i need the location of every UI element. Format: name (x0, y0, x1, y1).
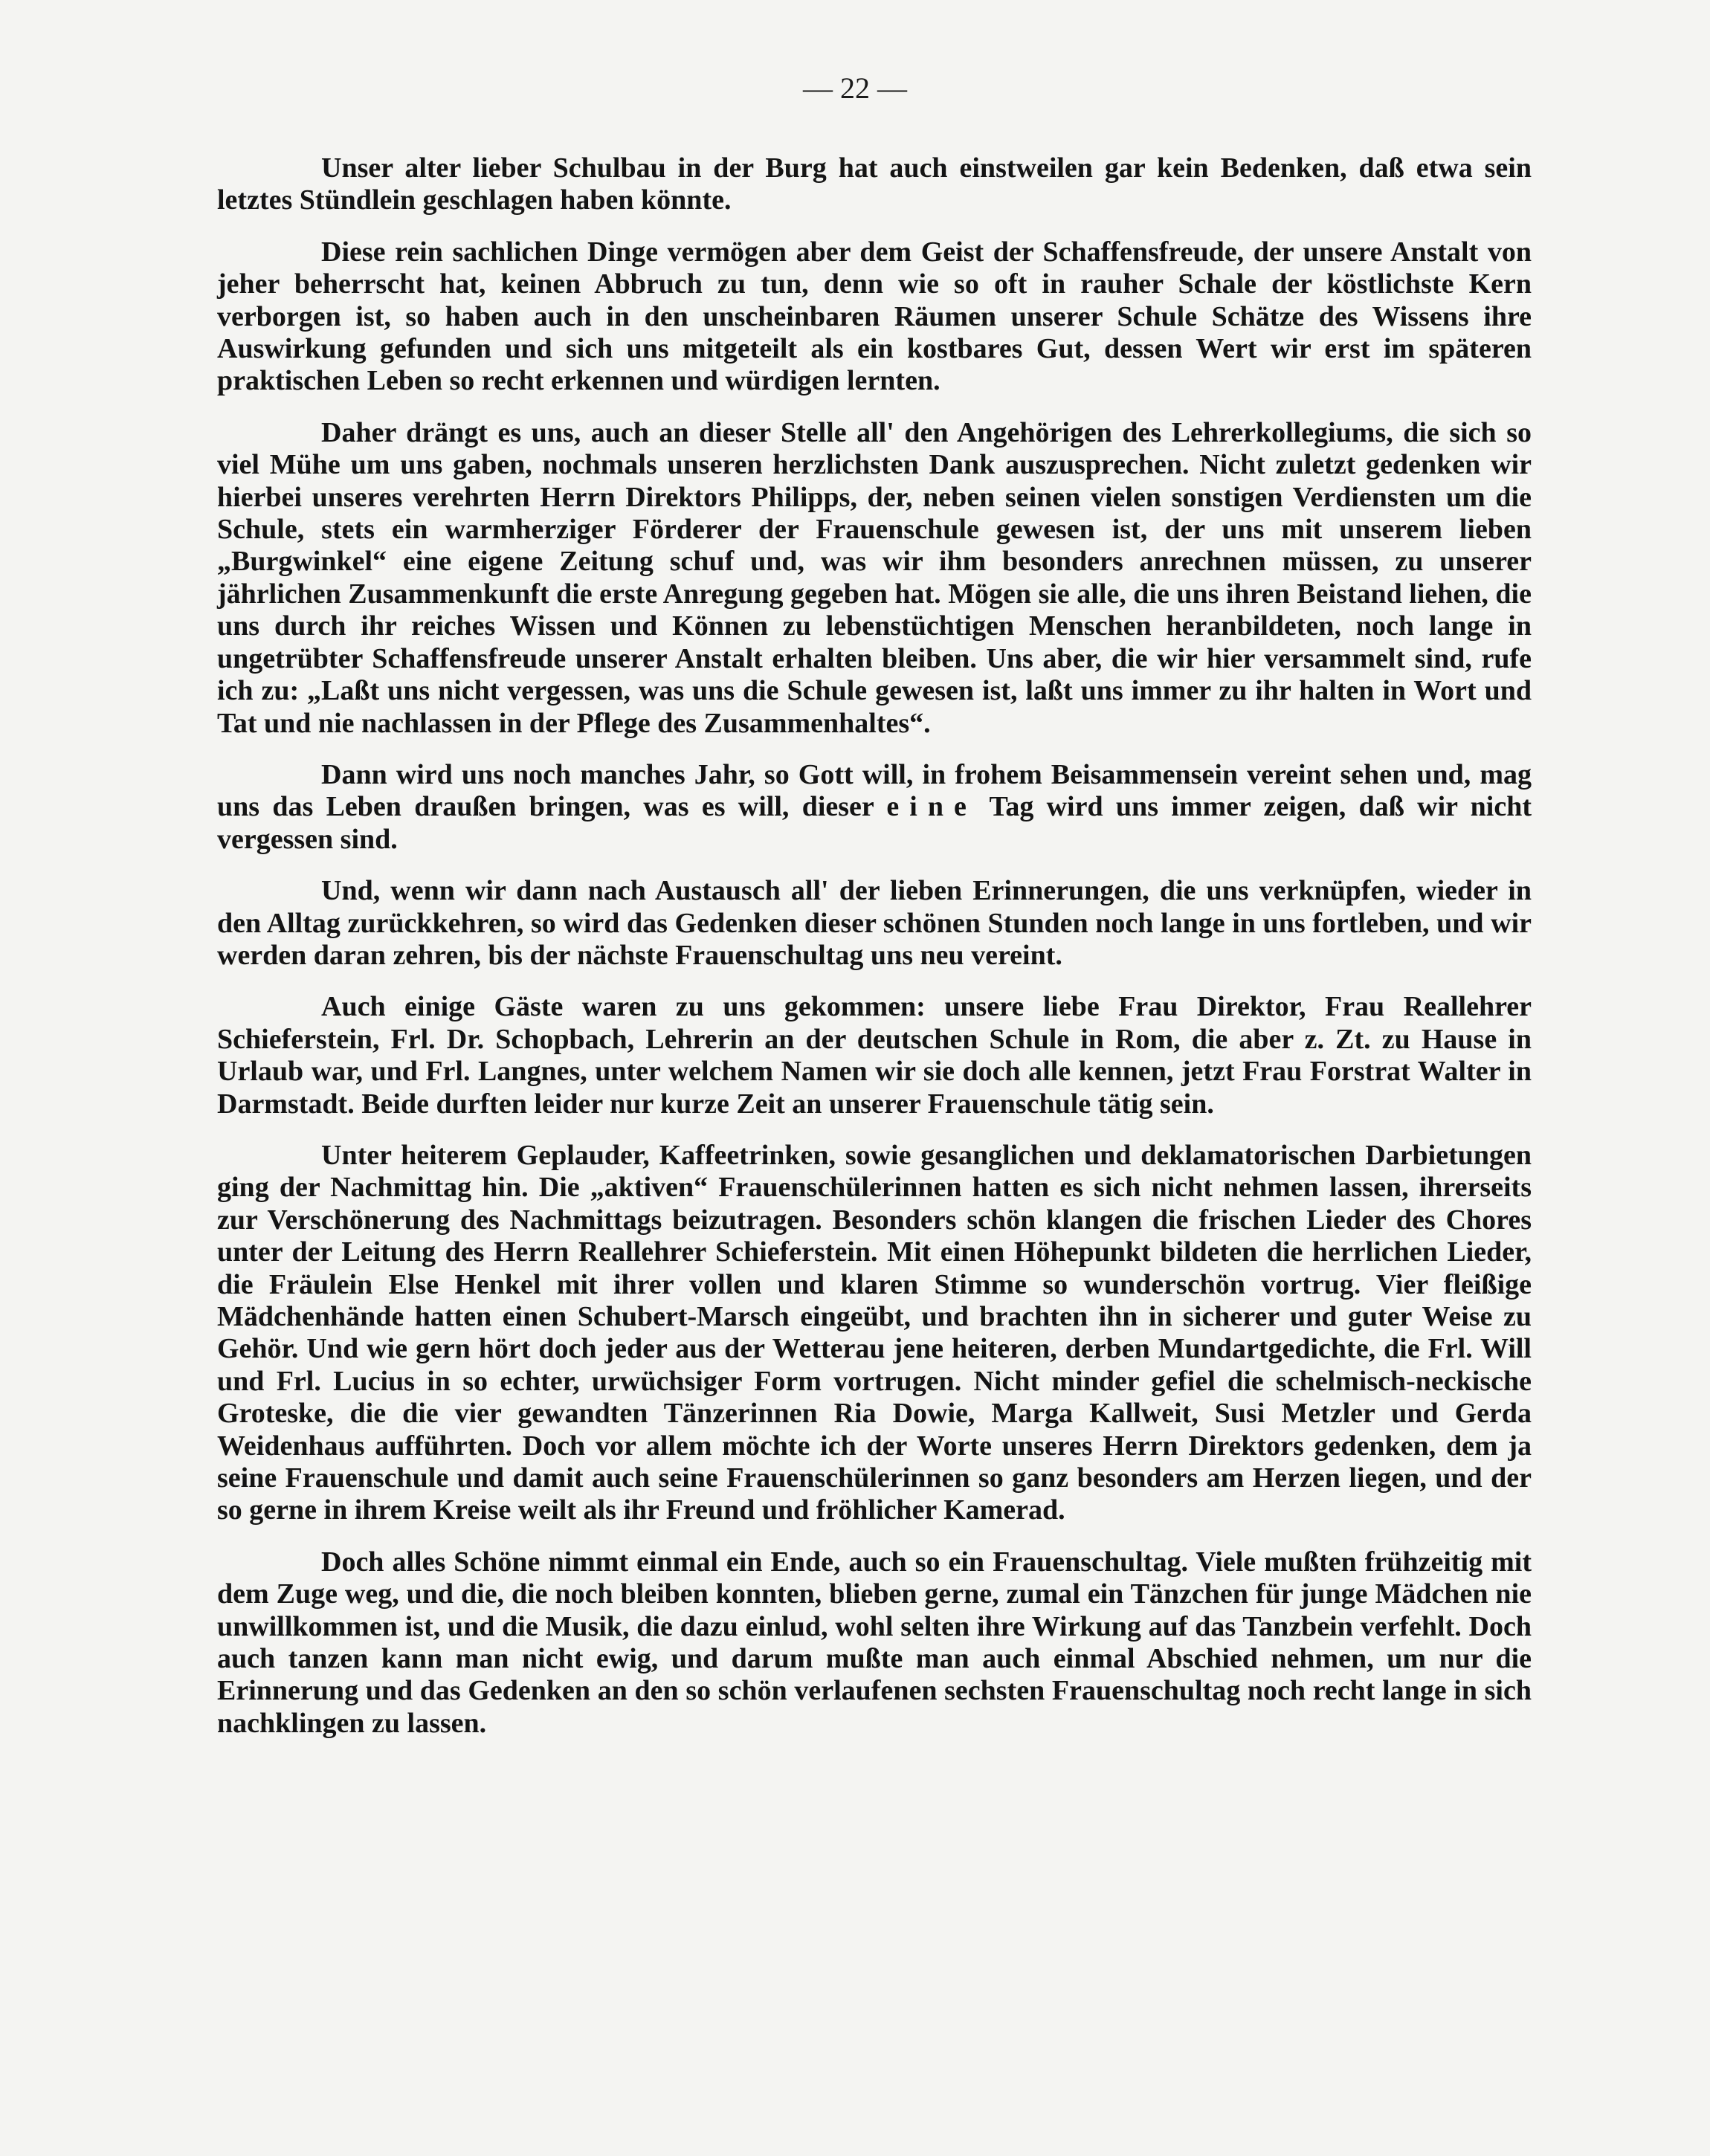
paragraph (217, 759, 1532, 856)
paragraph: Und, wenn wir dann nach Austausch all' der lieben Erinnerungen, die uns verknüpfen, wieder in den Alltag zurückkehren, so wird das Gedenken dieser schönen Stunden noch lange in uns fortleben, und wir werden daran zehren, bis der nächste Frauenschultag uns neu vereint. (217, 875, 1532, 971)
paragraph: Daher drängt es uns, auch an dieser Stelle all' den Angehörigen des Lehrerkollegiums, die sich so viel Mühe um uns gaben, nochmals unseren herzlichsten Dank auszusprechen. Nicht zuletzt gedenken wir hierbei unseres verehrten Herrn Direktors Philipps, der, neben seinen vielen sonstigen Verdiensten um die Schule, stets ein warmherziger Förderer der Frauenschule gewesen ist, der uns mit unserem lieben „Burgwinkel“ eine eigene Zeitung schuf und, was wir ihm besonders anrechnen müssen, zu unserer jährlichen Zusammenkunft die erste Anregung gegeben hat. Mögen sie alle, die uns ihren Beistand liehen, die uns durch ihr reiches Wissen und Können zu lebenstüchtigen Menschen heranbildeten, noch lange in ungetrübter Schaffensfreude unserer Anstalt erhalten bleiben. Uns aber, die wir hier versammelt sind, rufe ich zu: „Laßt uns nicht vergessen, was uns die Schule gewesen ist, laßt uns immer zu ihr halten in Wort und Tat und nie nachlassen in der Pflege des Zusammenhaltes“. (217, 416, 1532, 739)
paragraph: Doch alles Schöne nimmt einmal ein Ende, auch so ein Frauenschultag. Viele mußten frühzeitig mit dem Zuge weg, und die, die noch bleiben konnten, blieben gerne, zumal ein Tänzchen für junge Mädchen nie unwillkommen ist, und die Musik, die dazu einlud, wohl selten ihre Wirkung auf das Tanzbein verfehlt. Doch auch tanzen kann man nicht ewig, und darum mußte man auch einmal Abschied nehmen, um nur die Erinnerung und das Gedenken an den so schön verlaufenen sechsten Frauenschultag noch recht lange in sich nachklingen zu lassen. (217, 1546, 1532, 1739)
paragraph: Unter heiterem Geplauder, Kaffeetrinken, sowie gesanglichen und deklamatorischen Darbietungen ging der Nachmittag hin. Die „aktiven“ Frauenschülerinnen hatten es sich nicht nehmen lassen, ihrerseits zur Verschönerung des Nachmittags beizutragen. Besonders schön klangen die frischen Lieder des Chores unter der Leitung des Herrn Reallehrer Schieferstein. Mit einen Höhepunkt bildeten die herrlichen Lieder, die Fräulein Else Henkel mit ihrer vollen und klaren Stimme so wunderschön vortrug. Vier fleißige Mädchenhände hatten einen Schubert-Marsch eingeübt, und brachten ihn in sicherer und guter Weise zu Gehör. Und wie gern hört doch jeder aus der Wetterau jene heiteren, derben Mundartgedichte, die Frl. Will und Frl. Lucius in so echter, urwüchsiger Form vortrugen. Nicht minder gefiel die schelmisch-neckische Groteske, die die vier gewandten Tänzerinnen Ria Dowie, Marga Kallweit, Susi Metzler und Gerda Weidenhaus aufführten. Doch vor allem möchte ich der Worte unseres Herrn Direktors gedenken, dem ja seine Frauenschule und damit auch seine Frauenschülerinnen so ganz besonders am Herzen liegen, und der so gerne in ihrem Kreise weilt als ihr Freund und fröhlicher Kamerad. (217, 1139, 1532, 1526)
article-body (217, 152, 1532, 1759)
emphasized-word: eine (886, 791, 977, 823)
paragraph-text: Tag wird uns immer zeigen, daß wir nicht vergessen sind. (217, 791, 1532, 855)
paragraph-text: Dann wird uns noch manches Jahr, so Gott will, in frohem Beisammensein vereint sehen und, mag uns das Leben draußen bringen, was es will, dieser (217, 758, 1532, 823)
paragraph: Unser alter lieber Schulbau in der Burg hat auch einstweilen gar kein Bedenken, daß etwa sein letztes Stündlein geschlagen haben könnte. (217, 152, 1532, 216)
paragraph: Auch einige Gäste waren zu uns gekommen: unsere liebe Frau Direktor, Frau Reallehrer Schieferstein, Frl. Dr. Schopbach, Lehrerin an der deutschen Schule in Rom, die aber z. Zt. zu Hause in Urlaub war, und Frl. Langnes, unter welchem Namen wir sie doch alle kennen, jetzt Frau Forstrat Walter in Darmstadt. Beide durften leider nur kurze Zeit an unserer Frauenschule tätig sein. (217, 991, 1532, 1120)
page-number: — 22 — (803, 71, 907, 105)
paragraph: Diese rein sachlichen Dinge vermögen aber dem Geist der Schaffensfreude, der unsere Anstalt von jeher beherrscht hat, keinen Abbruch zu tun, denn wie so oft in rauher Schale der köstlichste Kern verborgen ist, so haben auch in den unscheinbaren Räumen unserer Schule Schätze des Wissens ihre Auswirkung gefunden und sich uns mitgeteilt als ein kostbares Gut, dessen Wert wir erst im späteren praktischen Leben so recht erkennen und würdigen lernten. (217, 236, 1532, 397)
